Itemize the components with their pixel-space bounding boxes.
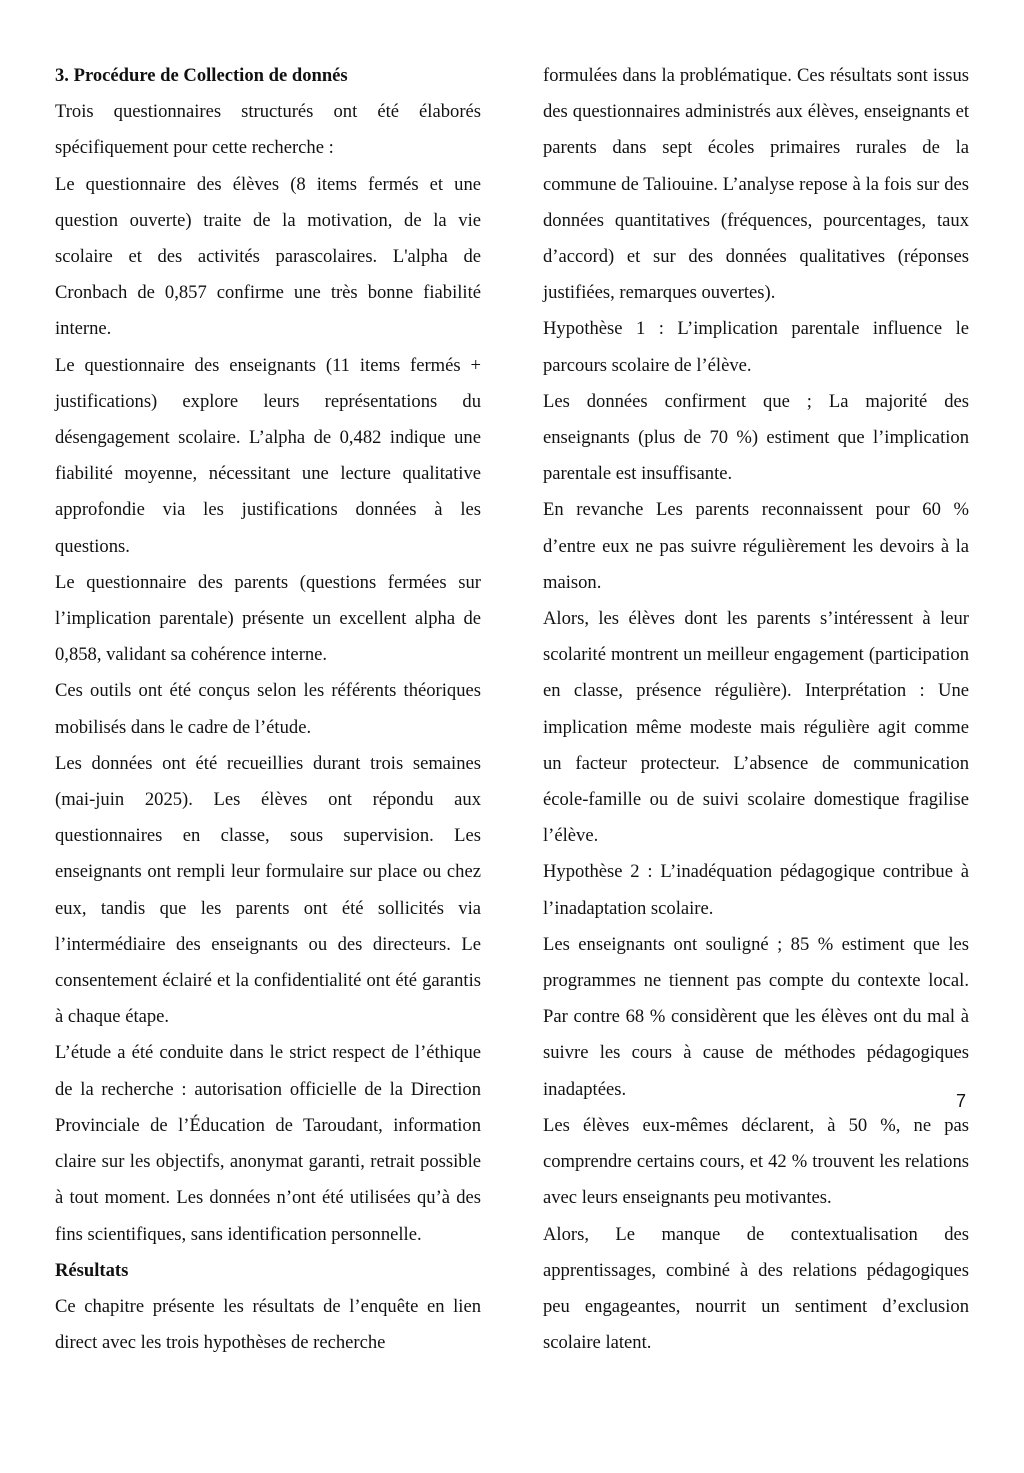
paragraph: Les données confirment que ; La majorité des enseignants (plus de 70 %) estiment que l’implication parentale est insuffisante. bbox=[543, 390, 969, 485]
right-column bbox=[543, 58, 969, 1361]
paragraph: formulées dans la problématique. Ces résultats sont issus des questionnaires administrés aux élèves, enseignants et parents dans sept écoles primaires rurales de la commune de Taliouine. L’analyse repose à la fois sur des données quantitatives (fréquences, pourcentages, taux d’accord) et sur des données qualitatives (réponses justifiées, remarques ouvertes). bbox=[543, 65, 969, 304]
paragraph: Hypothèse 2 : L’inadéquation pédagogique contribue à l’inadaptation scolaire. bbox=[543, 861, 969, 919]
left-column bbox=[55, 58, 481, 1361]
paragraph: Trois questionnaires structurés ont été élaborés spécifiquement pour cette recherche : bbox=[55, 101, 481, 159]
paragraph: Les enseignants ont souligné ; 85 % estiment que les programmes ne tiennent pas compte du contexte local. Par contre 68 % considèrent que les élèves ont du mal à suivre les cours à cause de méthodes pédagogiques inadaptées. bbox=[543, 933, 969, 1100]
page-number: 7 bbox=[956, 1091, 967, 1111]
paragraph: Ce chapitre présente les résultats de l’enquête en lien direct avec les trois hypothèses de recherche bbox=[55, 1295, 481, 1354]
paragraph: Hypothèse 1 : L’implication parentale influence le parcours scolaire de l’élève. bbox=[543, 318, 969, 376]
section-heading-procedure: 3. Procédure de Collection de donnés bbox=[55, 65, 348, 86]
section-heading-results: Résultats bbox=[55, 1259, 129, 1281]
paragraph: En revanche Les parents reconnaissent pour 60 % d’entre eux ne pas suivre régulièrement les devoirs à la maison. bbox=[543, 499, 969, 593]
paragraph: Les élèves eux-mêmes déclarent, à 50 %, ne pas comprendre certains cours, et 42 % trouvent les relations avec leurs enseignants peu motivantes. bbox=[543, 1114, 969, 1209]
paragraph: Les données ont été recueillies durant trois semaines (mai-juin 2025). Les élèves ont répondu aux questionnaires en classe, sous supervision. Les enseignants ont rempli leur formulaire sur place ou chez eux, tandis que les parents ont été sollicités via l’intermédiaire des enseignants ou des directeurs. Le consentement éclairé et la confidentialité ont été garantis à chaque étape. bbox=[55, 752, 481, 1028]
paragraph: Ces outils ont été conçus selon les référents théoriques mobilisés dans le cadre de l’étude. bbox=[55, 680, 481, 738]
paragraph: Alors, les élèves dont les parents s’intéressent à leur scolarité montrent un meilleur engagement (participation en classe, présence régulière). Interprétation : Une implication même modeste mais régulière agit comme un facteur protecteur. L’absence de communication école-famille ou de suivi scolaire domestique fragilise l’élève. bbox=[543, 608, 969, 847]
paragraph: Le questionnaire des enseignants (11 items fermés + justifications) explore leurs représentations du désengagement scolaire. L’alpha de 0,482 indique une fiabilité moyenne, nécessitant une lecture qualitative approfondie via les justifications données à les questions. bbox=[55, 354, 481, 557]
paragraph: Le questionnaire des élèves (8 items fermés et une question ouverte) traite de la motivation, de la vie scolaire et des activités parascolaires. L'alpha de Cronbach de 0,857 confirme une très bonne fiabilité interne. bbox=[55, 173, 481, 340]
paragraph: Alors, Le manque de contextualisation des apprentissages, combiné à des relations pédagogiques peu engageantes, nourrit un sentiment d’exclusion scolaire latent. bbox=[543, 1223, 969, 1354]
paragraph: L’étude a été conduite dans le strict respect de l’éthique de la recherche : autorisation officielle de la Direction Provinciale de l’Éducation de Taroudant, information claire sur les objectifs, anonymat garanti, retrait possible à tout moment. Les données n’ont été utilisées qu’à des fins scientifiques, sans identification personnelle. bbox=[55, 1042, 481, 1245]
paragraph: Le questionnaire des parents (questions fermées sur l’implication parentale) présente un excellent alpha de 0,858, validant sa cohérence interne. bbox=[55, 571, 481, 666]
